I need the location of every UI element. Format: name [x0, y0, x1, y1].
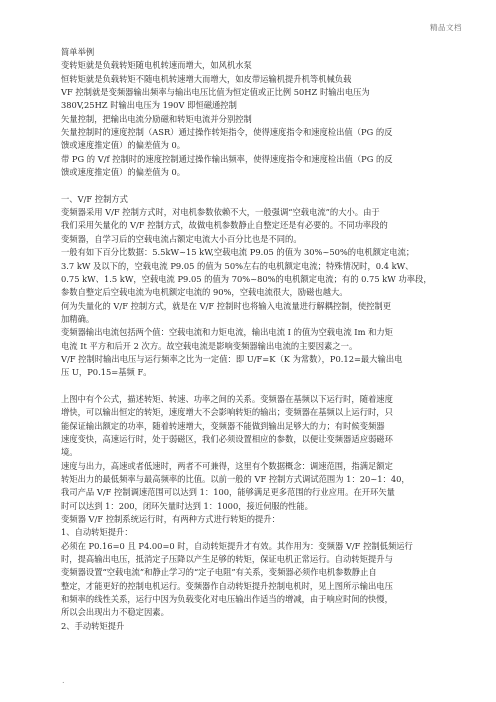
text-line: 必须在 P0.16=0 且 P4.00=0 时，自动转矩提升才有效。其作用为：变频器 V/F 控制低频运行 — [61, 540, 413, 551]
footer-mark: . — [62, 676, 65, 685]
text-line: 变频器 V/F 控制系统运行时，有两种方式进行转矩的提升： — [61, 514, 280, 525]
text-line: 0.75 kW、1.5 kW，空载电流 P9.05 的值为 70%~80%的电机额定电流；有的 0.75 kW 功率段， — [61, 273, 432, 284]
text-line: 简单举例 — [61, 47, 95, 57]
text-line: 馈或速度推定值）的偏差值为 0。 — [61, 167, 186, 178]
text-line: 时，提高输出电压，抵消定子压降以产生足够的转矩，保证电机正常运行。自动转矩提升与 — [61, 554, 393, 565]
text-line: 变频器采用 V/F 控制方式时，对电机参数依赖不大，一般强调“空载电流”的大小。由于 — [61, 207, 380, 218]
document-body — [61, 46, 439, 633]
text-line: 一般有如下百分比数据：5.5kW~15 kW,空载电流 P9.05 的值为 30%~50%的电机额定电流； — [61, 247, 415, 258]
text-line: 我司产品 V/F 控制调速范围可以达到 1：100，能够满足更多范围的行业应用。在开环矢量 — [61, 487, 395, 498]
text-line: 何为失量化的 V/F 控制方式，就是在 V/F 控制时也将输入电流量进行解耦控制，使控制更 — [61, 300, 392, 311]
text-line: 变转矩就是负载转矩随电机转速而增大，如风机水泵 — [61, 60, 252, 71]
text-line: 变频器，自学习后的空载电流占额定电流大小百分比也是不同的。 — [61, 233, 302, 244]
header-watermark: 精品文档 — [430, 23, 462, 32]
text-line: 压 U，P0.15=基频 F。 — [61, 367, 152, 378]
list-heading: 1、自动转矩提升： — [61, 527, 133, 538]
text-line: 上图中有个公式，描述转矩、转速、功率之间的关系。变频器在基频以下运行时，随着速度 — [61, 393, 393, 404]
text-line: 转矩出力的最低频率与最高频率的比值。以前一般的 VF 控制方式调试范围为 1：20~1：40， — [61, 474, 410, 484]
section-heading: 一、V/F 控制方式 — [61, 193, 128, 204]
spacer — [61, 380, 439, 393]
text-line: 3.7 kW 及以下的，空载电流 P9.05 的值为 50%左右的电机额定电流；特殊情况时，0.4 kW、 — [61, 260, 414, 271]
text-line: 带 PG 的 V/f 控制时的速度控制通过操作输出频率，使得速度指令和速度检出值（PG 的反 — [61, 153, 393, 164]
text-line: VF 控制就是变频器输出频率与输出电压比值为恒定值或正比例 50HZ 时输出电压为 — [61, 87, 370, 98]
text-line: 矢量控制，把输出电流分励磁和转矩电流并分别控制 — [61, 113, 252, 124]
text-line: 变频器输出电流包括两个值：空载电流和力矩电流，输出电流 I 的值为空载电流 Im 和力矩 — [61, 327, 393, 338]
text-line: 参数自整定后空载电流为电机额定电流的 90%，空载电流很大，励磁也越大。 — [61, 287, 348, 298]
text-line: 境。 — [61, 447, 78, 458]
text-line: 恒转矩就是负载转矩不随电机转速增大而增大，如皮带运输机提升机等机械负载 — [61, 73, 352, 84]
text-line: 速度变快，高速运行时，处于弱磁区，我们必须设置相应的参数，以便让变频器适应弱磁环 — [61, 433, 393, 444]
text-line: 加精确。 — [61, 313, 95, 324]
text-line: 380V,25HZ 时输出电压为 190V 即恒磁通控制 — [61, 100, 237, 111]
text-line: 变频器设置“空载电流”和静止学习的“定子电阻”有关系，变频器必须作电机参数静止自 — [61, 567, 377, 578]
text-line: 电流 It 平方和后开 2 次方。故空载电流是影响变频器输出电流的主要因素之一。 — [61, 340, 358, 351]
text-line: 我们采用矢量化的 V/F 控制方式，故做电机参数静止自整定还是有必要的。不同功率段的 — [61, 220, 388, 231]
spacer — [61, 179, 439, 192]
text-line: 整定，才能更好的控制电机运行。变频器作自动转矩提升控制电机时，见上图所示输出电压 — [61, 580, 393, 591]
text-line: 增快，可以输出恒定的转矩，速度增大不会影响转矩的输出；变频器在基频以上运行时，只 — [61, 407, 393, 418]
paragraph-intro — [61, 46, 439, 179]
text-line: 所以会出现出力不稳定因素。 — [61, 607, 169, 618]
text-line: 矢量控制时的速度控制（ASR）通过操作转矩指令，使得速度指令和速度检出值（PG 的反 — [61, 127, 393, 138]
text-line: 和频率的线性关系，运行中因为负载变化对电压输出作适当的增减，由于响应时间的快慢， — [61, 594, 393, 605]
text-line: 馈或速度推定值）的偏差值为 0。 — [61, 140, 186, 151]
text-line: 能保证输出额定的功率，随着转速增大，变频器不能做到输出足够大的力；有时候变频器 — [61, 420, 385, 431]
paragraph-vf-control — [61, 193, 439, 380]
text-line: 速度与出力，高速或者低速时，两者不可兼得，这里有个数据概念：调速范围，指满足额定 — [61, 460, 393, 471]
text-line: V/F 控制时输出电压与运行频率之比为一定值：即 U/F=K（K 为常数），P0.12=最大输出电 — [61, 353, 403, 364]
text-line: 时可以达到 1：200，闭环矢量时达到 1：1000，接近伺服的性能。 — [61, 500, 313, 511]
list-heading: 2、手动转矩提升 — [61, 620, 125, 631]
paragraph-torque — [61, 393, 439, 633]
